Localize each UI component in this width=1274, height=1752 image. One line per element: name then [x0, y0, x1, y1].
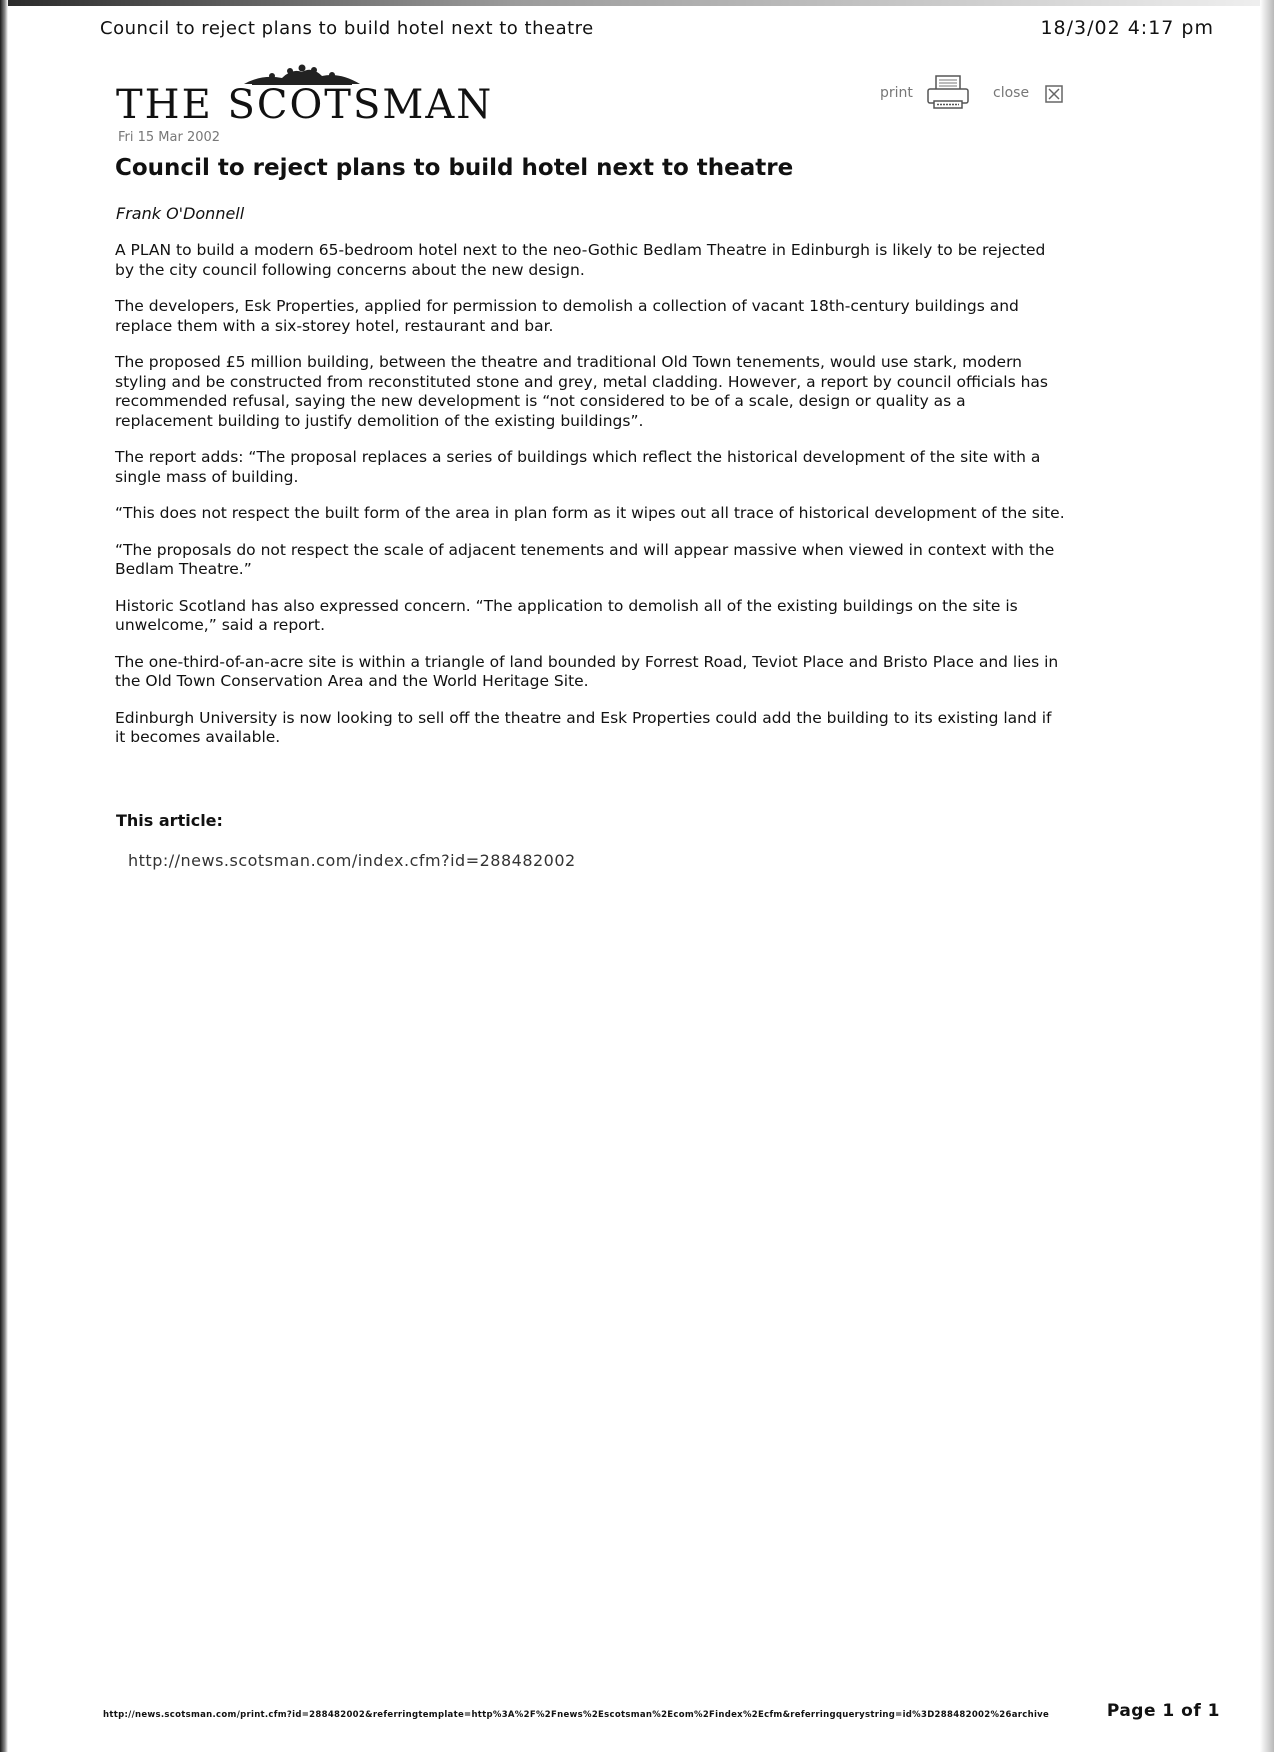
article-body	[115, 241, 1065, 765]
scan-edge-left	[0, 0, 8, 1752]
article-paragraph: The one-third-of-an-acre site is within a triangle of land bounded by Forrest Road, Teviot Place and Bristo Place and lies in the Old Town Conservation Area and the World Heritage Site.	[115, 652, 1059, 690]
article-headline: Council to reject plans to build hotel next to theatre	[115, 155, 794, 181]
scan-edge-top	[0, 0, 1274, 6]
this-article-label: This article:	[116, 811, 223, 830]
print-header-title: Council to reject plans to build hotel next to theatre	[100, 18, 594, 39]
article-paragraph: Edinburgh University is now looking to sell off the theatre and Esk Properties could add the building to its existing land if it becomes available.	[115, 708, 1052, 746]
scan-edge-right	[1260, 0, 1274, 1752]
article-paragraph: The proposed £5 million building, between the theatre and traditional Old Town tenements, would use stark, modern styling and be constructed from reconstituted stone and grey, metal cladding. However, a report by council officials has recommended refusal, saying the new development is “not considered to be of a scale, design or quality as a replacement building to justify demolition of the existing buildings”.	[115, 353, 1048, 430]
close-icon[interactable]	[1044, 84, 1064, 104]
article-paragraph: The developers, Esk Properties, applied for permission to demolish a collection of vacant 18th-century buildings and replace them with a six-storey hotel, restaurant and bar.	[115, 297, 1019, 335]
close-link[interactable]: close	[993, 85, 1030, 101]
publication-date: Fri 15 Mar 2002	[118, 130, 221, 145]
article-url-link[interactable]: http://news.scotsman.com/index.cfm?id=288482002	[128, 851, 576, 870]
article-paragraph: The report adds: “The proposal replaces a series of buildings which reflect the historical development of the site with a single mass of building.	[115, 448, 1041, 486]
printer-icon[interactable]	[926, 74, 970, 110]
print-header-datetime: 18/3/02 4:17 pm	[1040, 17, 1214, 39]
masthead-title: THE SCOTSMAN	[116, 82, 494, 128]
article-paragraph: Historic Scotland has also expressed concern. “The application to demolish all of the existing buildings on the site is unwelcome,” said a report.	[115, 596, 1018, 634]
print-footer-url: http://news.scotsman.com/print.cfm?id=288482002&referringtemplate=http%3A%2F%2Fnews%2Escotsman%2Ecom%2Findex%2Ecfm&referringquerystring=id%3D288482002%26archive	[103, 1710, 1050, 1720]
article-paragraph: “This does not respect the built form of the area in plan form as it wipes out all trace of historical development of the site.	[115, 504, 1065, 522]
print-footer-page-number: Page 1 of 1	[1103, 1701, 1220, 1721]
article-byline: Frank O'Donnell	[116, 204, 245, 223]
article-paragraph: “The proposals do not respect the scale of adjacent tenements and will appear massive when viewed in context with the Bedlam Theatre.”	[115, 540, 1055, 578]
print-link[interactable]: print	[880, 85, 913, 101]
article-paragraph: A PLAN to build a modern 65-bedroom hotel next to the neo-Gothic Bedlam Theatre in Edinburgh is likely to be rejected by the city council following concerns about the new design.	[115, 241, 1046, 279]
